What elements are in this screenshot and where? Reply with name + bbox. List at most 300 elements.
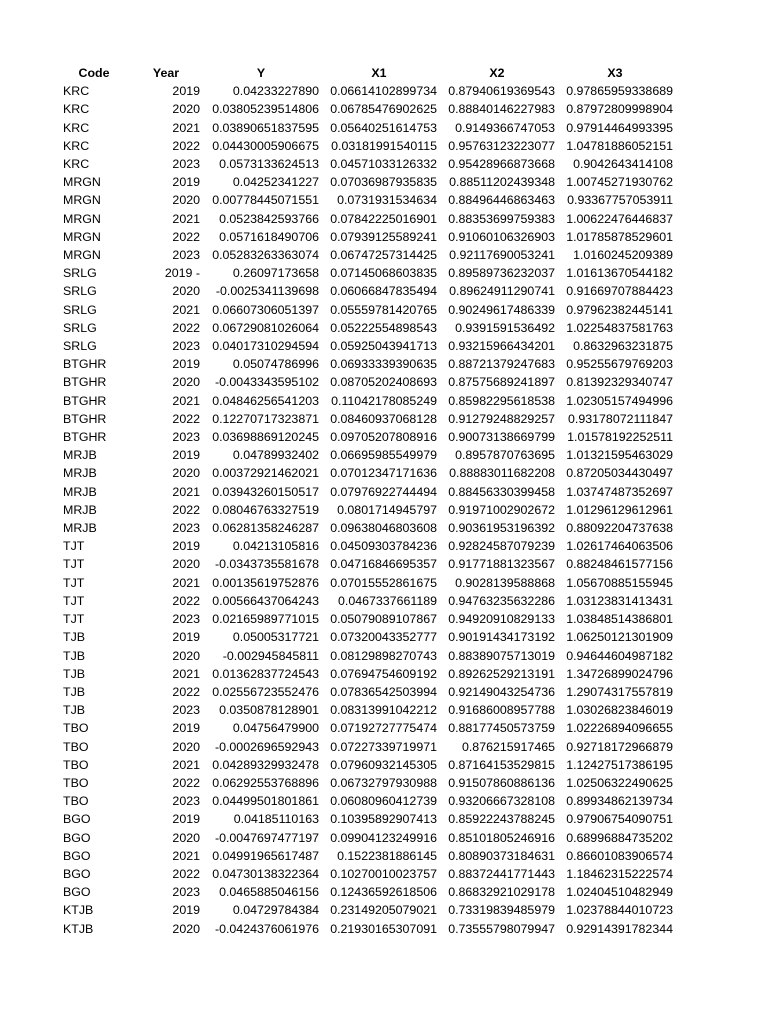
cell-x2[interactable]: 0.9391591536492 bbox=[455, 320, 555, 335]
cell-x3[interactable]: 1.02226894096655 bbox=[566, 721, 673, 736]
cell-x2[interactable]: 0.90249617486339 bbox=[448, 302, 555, 317]
cell-year[interactable]: 2020 bbox=[172, 557, 200, 572]
cell-x1[interactable]: 0.07192727775474 bbox=[330, 721, 437, 736]
cell-x3[interactable]: 1.05670885155945 bbox=[566, 575, 673, 590]
cell-x3[interactable]: 0.87972809998904 bbox=[566, 102, 673, 117]
cell-code[interactable]: TJT bbox=[63, 612, 85, 627]
cell-y[interactable]: 0.00778445071551 bbox=[212, 193, 319, 208]
cell-x3[interactable]: 0.88248461577156 bbox=[566, 557, 673, 572]
cell-x3[interactable]: 0.81392329340747 bbox=[566, 375, 673, 390]
cell-y[interactable]: 0.04017310294594 bbox=[212, 339, 319, 354]
cell-year[interactable]: 2023 bbox=[172, 794, 200, 809]
cell-x2[interactable]: 0.91771881323567 bbox=[448, 557, 555, 572]
cell-x1[interactable]: 0.05559781420765 bbox=[330, 302, 437, 317]
cell-x2[interactable]: 0.91686008957788 bbox=[448, 703, 555, 718]
cell-year[interactable]: 2021 bbox=[172, 302, 200, 317]
cell-year[interactable]: 2019 bbox=[172, 903, 200, 918]
cell-year[interactable]: 2022 bbox=[172, 593, 200, 608]
cell-year[interactable]: 2021 bbox=[172, 393, 200, 408]
cell-year[interactable]: 2021 bbox=[172, 575, 200, 590]
cell-x1[interactable]: 0.05079089107867 bbox=[330, 612, 437, 627]
cell-code[interactable]: KRC bbox=[63, 120, 90, 135]
cell-year[interactable]: 2019 bbox=[172, 721, 200, 736]
cell-code[interactable]: KRC bbox=[63, 138, 90, 153]
cell-year[interactable]: 2019 bbox=[172, 175, 200, 190]
cell-x2[interactable]: 0.90191434173192 bbox=[448, 630, 555, 645]
cell-x1[interactable]: 0.04571033126332 bbox=[330, 157, 437, 172]
cell-code[interactable]: BTGHR bbox=[63, 357, 107, 372]
cell-x3[interactable]: 1.02254837581763 bbox=[566, 320, 673, 335]
cell-y[interactable]: 0.06281358246287 bbox=[212, 521, 319, 536]
cell-x3[interactable]: 0.88092204737638 bbox=[566, 521, 673, 536]
cell-x3[interactable]: 0.97865959338689 bbox=[566, 84, 673, 99]
cell-x3[interactable]: 1.04781886052151 bbox=[566, 138, 673, 153]
cell-code[interactable]: MRGN bbox=[63, 175, 101, 190]
cell-code[interactable]: TJB bbox=[63, 666, 86, 681]
cell-x3[interactable]: 1.02378844010723 bbox=[566, 903, 673, 918]
cell-code[interactable]: SRLG bbox=[63, 339, 97, 354]
cell-x3[interactable]: 1.00622476446837 bbox=[566, 211, 673, 226]
cell-x1[interactable]: 0.08705202408693 bbox=[330, 375, 437, 390]
cell-code[interactable]: TBO bbox=[63, 721, 89, 736]
cell-x1[interactable]: 0.06614102899734 bbox=[330, 84, 437, 99]
cell-x1[interactable]: 0.08460937068128 bbox=[330, 411, 437, 426]
cell-x2[interactable]: 0.876215917465 bbox=[461, 739, 555, 754]
cell-code[interactable]: SRLG bbox=[63, 320, 97, 335]
cell-x3[interactable]: 1.03747487352697 bbox=[566, 484, 673, 499]
cell-x3[interactable]: 0.92718172966879 bbox=[566, 739, 673, 754]
cell-x3[interactable]: 0.92914391782344 bbox=[566, 921, 673, 936]
cell-year[interactable]: 2020 bbox=[172, 102, 200, 117]
cell-code[interactable]: MRGN bbox=[63, 211, 101, 226]
cell-x1[interactable]: 0.07694754609192 bbox=[330, 666, 437, 681]
cell-x1[interactable]: 0.07836542503994 bbox=[330, 684, 437, 699]
cell-y[interactable]: 0.0465885046156 bbox=[219, 885, 319, 900]
cell-y[interactable]: 0.01362837724543 bbox=[212, 666, 319, 681]
cell-x1[interactable]: 0.06933339390635 bbox=[330, 357, 437, 372]
cell-x1[interactable]: 0.23149205079021 bbox=[330, 903, 437, 918]
cell-year[interactable]: 2021 bbox=[172, 757, 200, 772]
cell-y[interactable]: 0.04730138322364 bbox=[212, 866, 319, 881]
cell-x2[interactable]: 0.88456330399458 bbox=[448, 484, 555, 499]
cell-year[interactable]: 2023 bbox=[172, 521, 200, 536]
cell-y[interactable]: 0.08046763327519 bbox=[212, 502, 319, 517]
cell-x1[interactable]: 0.07976922744494 bbox=[330, 484, 437, 499]
cell-year[interactable]: 2022 bbox=[172, 775, 200, 790]
cell-x3[interactable]: 0.97962382445141 bbox=[566, 302, 673, 317]
cell-x3[interactable]: 1.18462315222574 bbox=[566, 866, 673, 881]
cell-year[interactable]: 2022 bbox=[172, 684, 200, 699]
cell-code[interactable]: MRJB bbox=[63, 502, 97, 517]
table-row bbox=[58, 100, 674, 118]
cell-code[interactable]: TJB bbox=[63, 703, 86, 718]
cell-x2[interactable]: 0.95428966873668 bbox=[448, 157, 555, 172]
column-header-code[interactable]: Code bbox=[78, 66, 110, 80]
cell-x2[interactable]: 0.8957870763695 bbox=[455, 448, 555, 463]
cell-y[interactable]: -0.0043343595102 bbox=[214, 375, 319, 390]
cell-x3[interactable]: 0.93367757053911 bbox=[567, 193, 673, 208]
cell-x1[interactable]: 0.21930165307091 bbox=[330, 921, 437, 936]
cell-x3[interactable]: 0.97906754090751 bbox=[566, 812, 673, 827]
cell-x1[interactable]: 0.0467337661189 bbox=[338, 593, 437, 608]
cell-x2[interactable]: 0.91060106326903 bbox=[448, 229, 555, 244]
cell-year[interactable]: 2021 bbox=[172, 484, 200, 499]
cell-code[interactable]: SRLG bbox=[63, 266, 97, 281]
cell-code[interactable]: TJT bbox=[63, 575, 85, 590]
cell-year[interactable]: 2022 bbox=[172, 138, 200, 153]
cell-x1[interactable]: 0.06747257314425 bbox=[330, 248, 437, 263]
cell-x3[interactable]: 1.02404510482949 bbox=[566, 885, 673, 900]
cell-code[interactable]: TBO bbox=[63, 775, 89, 790]
cell-code[interactable]: BTGHR bbox=[63, 375, 107, 390]
cell-code[interactable]: BGO bbox=[63, 830, 91, 845]
column-header-x1[interactable]: X1 bbox=[371, 66, 387, 80]
cell-x3[interactable]: 1.01578192252511 bbox=[567, 430, 673, 445]
cell-x1[interactable]: 0.06785476902625 bbox=[330, 102, 437, 117]
table-row bbox=[58, 555, 674, 573]
cell-year[interactable]: 2020 bbox=[172, 921, 200, 936]
cell-x3[interactable]: 1.03848514386801 bbox=[566, 612, 673, 627]
cell-y[interactable]: 0.04756479900 bbox=[232, 721, 319, 736]
cell-code[interactable]: MRJB bbox=[63, 448, 97, 463]
cell-x1[interactable]: 0.0801714945797 bbox=[337, 502, 437, 517]
cell-x1[interactable]: 0.04716846695357 bbox=[330, 557, 437, 572]
cell-x1[interactable]: 0.06080960412739 bbox=[330, 794, 437, 809]
cell-x3[interactable]: 0.89934862139734 bbox=[566, 794, 673, 809]
cell-x1[interactable]: 0.08129898270743 bbox=[330, 648, 437, 663]
cell-y[interactable]: 0.04213105816 bbox=[232, 539, 319, 554]
cell-x2[interactable]: 0.92824587079239 bbox=[448, 539, 555, 554]
cell-y[interactable]: 0.02165989771015 bbox=[212, 612, 319, 627]
cell-y[interactable]: 0.00566437064243 bbox=[212, 593, 319, 608]
cell-y[interactable]: 0.06292553768896 bbox=[212, 775, 319, 790]
cell-x2[interactable]: 0.85982295618538 bbox=[448, 393, 555, 408]
cell-year[interactable]: 2020 bbox=[172, 193, 200, 208]
cell-y[interactable]: 0.04846256541203 bbox=[212, 393, 319, 408]
cell-year[interactable]: 2020 bbox=[172, 830, 200, 845]
cell-year[interactable]: 2022 bbox=[172, 866, 200, 881]
column-header-year[interactable]: Year bbox=[152, 66, 180, 80]
cell-code[interactable]: KRC bbox=[63, 84, 90, 99]
cell-y[interactable]: 0.06729081026064 bbox=[212, 320, 319, 335]
cell-x2[interactable]: 0.80890373184631 bbox=[448, 848, 555, 863]
table-row bbox=[58, 483, 674, 501]
cell-x2[interactable]: 0.89624911290741 bbox=[449, 284, 555, 299]
cell-year[interactable]: 2020 bbox=[172, 284, 200, 299]
cell-x2[interactable]: 0.87940619369543 bbox=[448, 84, 555, 99]
cell-y[interactable]: 0.04991965617487 bbox=[212, 848, 319, 863]
cell-y[interactable]: 0.03698869120245 bbox=[212, 430, 319, 445]
table-row bbox=[58, 774, 674, 792]
cell-x1[interactable]: 0.07036987935835 bbox=[330, 175, 437, 190]
cell-y[interactable]: 0.0523842593766 bbox=[219, 211, 319, 226]
cell-x2[interactable]: 0.91971002902672 bbox=[448, 502, 555, 517]
cell-year[interactable]: 2021 bbox=[172, 211, 200, 226]
cell-x3[interactable]: 1.01785878529601 bbox=[566, 229, 673, 244]
cell-x1[interactable]: 0.07960932145305 bbox=[330, 757, 437, 772]
cell-x2[interactable]: 0.90073138669799 bbox=[448, 430, 555, 445]
cell-code[interactable]: BTGHR bbox=[63, 411, 107, 426]
cell-x3[interactable]: 0.86601083906574 bbox=[566, 848, 673, 863]
cell-x1[interactable]: 0.07227339719971 bbox=[330, 739, 437, 754]
cell-x2[interactable]: 0.88353699759383 bbox=[448, 211, 555, 226]
cell-x1[interactable]: 0.12436592618506 bbox=[330, 885, 437, 900]
cell-year[interactable]: 2023 bbox=[172, 339, 200, 354]
cell-x3[interactable]: 1.01613670544182 bbox=[566, 266, 673, 281]
cell-y[interactable]: 0.0571618490706 bbox=[219, 229, 319, 244]
cell-x1[interactable]: 0.05925043941713 bbox=[330, 339, 437, 354]
table-row bbox=[58, 137, 674, 155]
cell-x1[interactable]: 0.09705207808916 bbox=[330, 430, 437, 445]
cell-y[interactable]: 0.0350878128901 bbox=[219, 703, 319, 718]
cell-code[interactable]: KRC bbox=[63, 102, 90, 117]
cell-year[interactable]: 2022 bbox=[172, 320, 200, 335]
cell-code[interactable]: MRGN bbox=[63, 229, 101, 244]
cell-y[interactable]: 0.04729784384 bbox=[232, 903, 319, 918]
cell-year[interactable]: 2021 bbox=[172, 666, 200, 681]
cell-x1[interactable]: 0.07939125589241 bbox=[330, 229, 437, 244]
cell-x1[interactable]: 0.09904123249916 bbox=[330, 830, 437, 845]
cell-y[interactable]: -0.0343735581678 bbox=[214, 557, 319, 572]
cell-x2[interactable]: 0.73319839485979 bbox=[448, 903, 555, 918]
cell-x3[interactable]: 0.9042643414108 bbox=[573, 157, 673, 172]
cell-x2[interactable]: 0.89262529213191 bbox=[448, 666, 555, 681]
cell-y[interactable]: 0.04252341227 bbox=[232, 175, 319, 190]
cell-x3[interactable]: 0.68996884735202 bbox=[566, 830, 673, 845]
cell-year[interactable]: 2019 bbox=[172, 357, 200, 372]
cell-code[interactable]: BTGHR bbox=[63, 393, 107, 408]
cell-x1[interactable]: 0.0731931534634 bbox=[337, 193, 437, 208]
cell-x2[interactable]: 0.85101805246916 bbox=[448, 830, 555, 845]
cell-x1[interactable]: 0.05222554898543 bbox=[330, 320, 437, 335]
cell-x3[interactable]: 1.02617464063506 bbox=[566, 539, 673, 554]
cell-x2[interactable]: 0.88721379247683 bbox=[448, 357, 555, 372]
cell-year[interactable]: 2023 bbox=[172, 703, 200, 718]
cell-y[interactable]: 0.05074786996 bbox=[232, 357, 319, 372]
cell-code[interactable]: TJT bbox=[63, 557, 85, 572]
cell-y[interactable]: 0.04289329932478 bbox=[212, 757, 319, 772]
cell-code[interactable]: MRJB bbox=[63, 466, 97, 481]
table-row bbox=[58, 228, 674, 246]
cell-code[interactable]: TJB bbox=[63, 648, 86, 663]
cell-code[interactable]: KRC bbox=[63, 157, 90, 172]
cell-y[interactable]: 0.04789932402 bbox=[232, 448, 319, 463]
cell-y[interactable]: -0.0025341139698 bbox=[215, 284, 319, 299]
cell-x3[interactable]: 0.94644604987182 bbox=[566, 648, 673, 663]
cell-year[interactable]: 2023 bbox=[172, 248, 200, 263]
cell-x1[interactable]: 0.04509303784236 bbox=[330, 539, 437, 554]
cell-x2[interactable]: 0.94763235632286 bbox=[448, 593, 555, 608]
cell-x3[interactable]: 0.8632963231875 bbox=[573, 339, 673, 354]
cell-x2[interactable]: 0.95763123223077 bbox=[448, 138, 555, 153]
cell-y[interactable]: 0.00135619752876 bbox=[212, 575, 319, 590]
cell-code[interactable]: TJB bbox=[63, 630, 86, 645]
cell-y[interactable]: 0.04233227890 bbox=[232, 84, 319, 99]
cell-y[interactable]: 0.04499501801861 bbox=[212, 794, 319, 809]
cell-x1[interactable]: 0.10395892907413 bbox=[330, 812, 437, 827]
cell-y[interactable]: 0.02556723552476 bbox=[212, 684, 319, 699]
cell-code[interactable]: TJT bbox=[63, 593, 85, 608]
cell-year[interactable]: 2019 bbox=[172, 630, 200, 645]
cell-x2[interactable]: 0.87164153529815 bbox=[448, 757, 555, 772]
cell-x3[interactable]: 1.01321595463029 bbox=[566, 448, 673, 463]
cell-year[interactable]: 2019 bbox=[172, 84, 200, 99]
cell-x1[interactable]: 0.07320043352777 bbox=[330, 630, 437, 645]
cell-x1[interactable]: 0.06066847835494 bbox=[330, 284, 437, 299]
cell-year[interactable]: 2019 bbox=[172, 812, 200, 827]
cell-year[interactable]: 2019 - bbox=[164, 266, 200, 281]
cell-x1[interactable]: 0.07012347171636 bbox=[330, 466, 437, 481]
cell-y[interactable]: -0.0047697477197 bbox=[214, 830, 319, 845]
cell-y[interactable]: 0.26097173658 bbox=[232, 266, 319, 281]
cell-year[interactable]: 2021 bbox=[172, 848, 200, 863]
cell-year[interactable]: 2019 bbox=[172, 539, 200, 554]
cell-year[interactable]: 2023 bbox=[172, 430, 200, 445]
cell-x2[interactable]: 0.85922243788245 bbox=[448, 812, 555, 827]
cell-x3[interactable]: 1.02305157494996 bbox=[566, 393, 673, 408]
cell-x3[interactable]: 0.87205034430497 bbox=[566, 466, 673, 481]
cell-code[interactable]: SRLG bbox=[63, 302, 97, 317]
cell-x1[interactable]: 0.07842225016901 bbox=[330, 211, 437, 226]
cell-x2[interactable]: 0.73555798079947 bbox=[448, 921, 555, 936]
cell-x3[interactable]: 1.06250121301909 bbox=[566, 630, 673, 645]
cell-x2[interactable]: 0.88389075713019 bbox=[448, 648, 555, 663]
cell-y[interactable]: -0.0002696592943 bbox=[214, 739, 319, 754]
table-row bbox=[58, 756, 674, 774]
cell-code[interactable]: MRGN bbox=[63, 193, 101, 208]
cell-x2[interactable]: 0.91279248829257 bbox=[448, 411, 555, 426]
cell-x2[interactable]: 0.9149366747053 bbox=[455, 120, 555, 135]
cell-x3[interactable]: 1.03026823846019 bbox=[566, 703, 673, 718]
cell-x3[interactable]: 0.91669707884423 bbox=[566, 284, 673, 299]
table-row bbox=[58, 428, 674, 446]
cell-code[interactable]: MRJB bbox=[63, 521, 97, 536]
cell-x2[interactable]: 0.88372441771443 bbox=[448, 866, 555, 881]
cell-x3[interactable]: 1.34726899024796 bbox=[566, 666, 673, 681]
cell-x1[interactable]: 0.09638046803608 bbox=[330, 521, 437, 536]
cell-x2[interactable]: 0.9028139588868 bbox=[455, 575, 555, 590]
cell-y[interactable]: -0.002945845811 bbox=[222, 648, 319, 663]
cell-x2[interactable]: 0.94920910829133 bbox=[448, 612, 555, 627]
cell-y[interactable]: -0.0424376061976 bbox=[214, 921, 319, 936]
cell-code[interactable]: BGO bbox=[63, 866, 91, 881]
table-row bbox=[58, 574, 674, 592]
cell-code[interactable]: TJT bbox=[63, 539, 85, 554]
cell-year[interactable]: 2020 bbox=[172, 739, 200, 754]
cell-x2[interactable]: 0.88496446863463 bbox=[448, 193, 555, 208]
cell-y[interactable]: 0.12270717323871 bbox=[212, 411, 319, 426]
cell-x1[interactable]: 0.06695985549979 bbox=[330, 448, 437, 463]
cell-x2[interactable]: 0.86832921029178 bbox=[448, 885, 555, 900]
cell-year[interactable]: 2022 bbox=[172, 411, 200, 426]
cell-y[interactable]: 0.03805239514806 bbox=[212, 102, 319, 117]
cell-x1[interactable]: 0.08313991042212 bbox=[330, 703, 437, 718]
cell-code[interactable]: TJB bbox=[63, 684, 86, 699]
column-header-x2[interactable]: X2 bbox=[489, 66, 505, 80]
table-row bbox=[58, 829, 674, 847]
cell-y[interactable]: 0.0573133624513 bbox=[219, 157, 319, 172]
cell-x2[interactable]: 0.90361953196392 bbox=[448, 521, 555, 536]
cell-code[interactable]: BGO bbox=[63, 885, 91, 900]
cell-x2[interactable]: 0.93206667328108 bbox=[448, 794, 555, 809]
table-row bbox=[58, 920, 674, 938]
cell-x3[interactable]: 1.0160245209389 bbox=[573, 248, 673, 263]
column-header-y[interactable]: Y bbox=[256, 66, 266, 80]
cell-x1[interactable]: 0.06732797930988 bbox=[330, 775, 437, 790]
cell-x2[interactable]: 0.87575689241897 bbox=[448, 375, 555, 390]
cell-code[interactable]: MRGN bbox=[63, 248, 101, 263]
cell-year[interactable]: 2021 bbox=[172, 120, 200, 135]
cell-x2[interactable]: 0.88511202439348 bbox=[449, 175, 555, 190]
cell-year[interactable]: 2023 bbox=[172, 612, 200, 627]
cell-y[interactable]: 0.05005317721 bbox=[232, 630, 319, 645]
cell-code[interactable]: BTGHR bbox=[63, 430, 107, 445]
cell-year[interactable]: 2020 bbox=[172, 648, 200, 663]
cell-x3[interactable]: 1.03123831413431 bbox=[566, 593, 673, 608]
cell-code[interactable]: TBO bbox=[63, 794, 89, 809]
cell-x1[interactable]: 0.07015552861675 bbox=[330, 575, 437, 590]
cell-year[interactable]: 2023 bbox=[172, 885, 200, 900]
cell-y[interactable]: 0.03943260150517 bbox=[212, 484, 319, 499]
cell-x2[interactable]: 0.91507860886136 bbox=[448, 775, 555, 790]
cell-x2[interactable]: 0.88883011682208 bbox=[449, 466, 555, 481]
cell-x2[interactable]: 0.93215966434201 bbox=[448, 339, 555, 354]
cell-x3[interactable]: 1.01296129612961 bbox=[566, 502, 673, 517]
cell-x2[interactable]: 0.88840146227983 bbox=[448, 102, 555, 117]
cell-year[interactable]: 2022 bbox=[172, 502, 200, 517]
cell-y[interactable]: 0.06607306051397 bbox=[212, 302, 319, 317]
cell-x2[interactable]: 0.92149043254736 bbox=[448, 684, 555, 699]
column-header-x3[interactable]: X3 bbox=[607, 66, 623, 80]
cell-year[interactable]: 2020 bbox=[172, 375, 200, 390]
cell-y[interactable]: 0.04430005906675 bbox=[212, 138, 319, 153]
cell-code[interactable]: MRJB bbox=[63, 484, 97, 499]
cell-code[interactable]: KTJB bbox=[63, 903, 94, 918]
cell-code[interactable]: BGO bbox=[63, 812, 91, 827]
cell-y[interactable]: 0.05283263363074 bbox=[212, 248, 319, 263]
cell-code[interactable]: BGO bbox=[63, 848, 91, 863]
cell-year[interactable]: 2019 bbox=[172, 448, 200, 463]
cell-y[interactable]: 0.04185110163 bbox=[233, 812, 319, 827]
cell-x1[interactable]: 0.05640251614753 bbox=[330, 120, 437, 135]
cell-year[interactable]: 2022 bbox=[172, 229, 200, 244]
cell-x1[interactable]: 0.10270010023757 bbox=[330, 866, 437, 881]
cell-x1[interactable]: 0.07145068603835 bbox=[330, 266, 437, 281]
cell-code[interactable]: SRLG bbox=[63, 284, 97, 299]
cell-x1[interactable]: 0.11042178085249 bbox=[331, 393, 437, 408]
cell-x2[interactable]: 0.88177450573759 bbox=[448, 721, 555, 736]
cell-year[interactable]: 2020 bbox=[172, 466, 200, 481]
table-row bbox=[58, 701, 674, 719]
cell-code[interactable]: TBO bbox=[63, 739, 89, 754]
cell-x3[interactable]: 1.29074317557819 bbox=[566, 684, 673, 699]
cell-x3[interactable]: 0.95255679769203 bbox=[566, 357, 673, 372]
cell-x3[interactable]: 0.97914464993395 bbox=[566, 120, 673, 135]
cell-year[interactable]: 2023 bbox=[172, 157, 200, 172]
cell-y[interactable]: 0.03890651837595 bbox=[212, 120, 319, 135]
cell-y[interactable]: 0.00372921462021 bbox=[212, 466, 319, 481]
cell-x3[interactable]: 1.00745271930762 bbox=[566, 175, 673, 190]
cell-x1[interactable]: 0.03181991540115 bbox=[331, 138, 437, 153]
cell-x2[interactable]: 0.92117690053241 bbox=[449, 248, 555, 263]
cell-code[interactable]: KTJB bbox=[63, 921, 94, 936]
cell-x3[interactable]: 1.12427517386195 bbox=[566, 757, 673, 772]
cell-x3[interactable]: 1.02506322490625 bbox=[566, 775, 673, 790]
cell-x2[interactable]: 0.89589736232037 bbox=[448, 266, 555, 281]
cell-x1[interactable]: 0.1522381886145 bbox=[337, 848, 437, 863]
cell-code[interactable]: TBO bbox=[63, 757, 89, 772]
cell-x3[interactable]: 0.93178072111847 bbox=[568, 411, 673, 426]
